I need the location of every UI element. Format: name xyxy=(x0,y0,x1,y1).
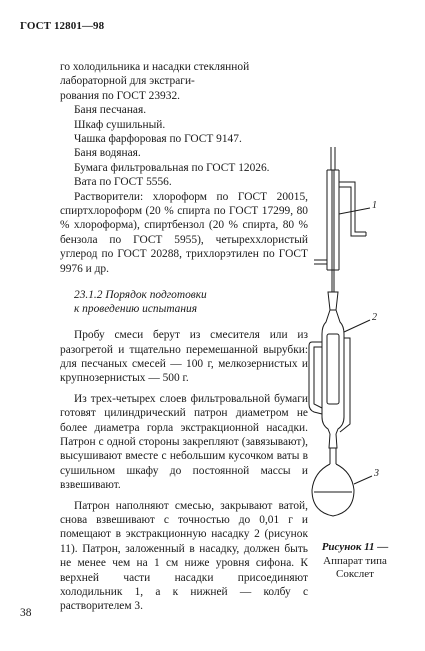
equipment-item: Баня песчаная. xyxy=(74,104,147,117)
section-heading xyxy=(74,288,308,316)
callout-label: 3 xyxy=(374,468,379,479)
callout-label: 1 xyxy=(372,200,377,211)
solvents-paragraph: Растворители: хлороформ по ГОСТ 20015, спиртхлороформ (20 % спирта по ГОСТ 17299, 80 % хлороформа), спиртбензол (20 % спирта, 80 % бензола по ГОСТ 5955), четыреххлористый углерод по ГОСТ 20288, трихлорэтилен по ГОСТ 9976 и др. xyxy=(60,190,308,275)
equipment-item: Вата по ГОСТ 5556. xyxy=(74,176,172,189)
callout-label: 2 xyxy=(372,312,377,323)
equipment-item: Баня водяная. xyxy=(74,147,141,160)
figure-caption-line: Аппарат типа xyxy=(323,554,387,567)
text-line: го холодильника и насадки стеклянной лабораторной для экстраги- xyxy=(60,61,250,88)
figure-caption-line: Сокслет xyxy=(336,568,374,580)
paragraph: Из трех-четырех слоев фильтровальной бумаги готовят цилиндрический патрон диаметром не более диаметра горла экстракционной насадки. Патрон с одной стороны закрепляют (завязывают), высушивают вместе с небольшим кусочком ваты в сушильном шкафу до постоянной массы и взвешивают. xyxy=(60,392,308,492)
text-column xyxy=(60,60,308,614)
paragraph: Патрон наполняют смесью, закрывают ватой, снова взвешивают с точностью до 0,01 г и помещают в экстракционную насадку 2 (рисунок 11). Патрон, заложенный в насадку, должен быть не менее чем на 1 см ниже уровня сифона. К верхней части насадки присоединяют холодильник 1, а к нижней — колбу с растворителем 3. xyxy=(60,499,308,613)
equipment-item: Шкаф сушильный. xyxy=(74,118,166,131)
figure-caption xyxy=(300,541,410,582)
figure-label: Рисунок 11 — xyxy=(321,541,389,553)
section-heading-line: 23.1.2 Порядок подготовки xyxy=(74,289,207,302)
equipment-item: Чашка фарфоровая по ГОСТ 9147. xyxy=(74,133,242,146)
section-heading-line: к проведению испытания xyxy=(74,303,198,316)
standard-header: ГОСТ 12801—98 xyxy=(20,20,105,32)
page-number: 38 xyxy=(20,607,32,619)
soxhlet-apparatus-figure xyxy=(300,142,410,542)
equipment-item: Бумага фильтровальная по ГОСТ 12026. xyxy=(74,161,270,174)
paragraph: Пробу смеси берут из смесителя или из разогретой и тщательно перемешанной вырубки: для песчаных смесей — 100 г, мелкозернистых и крупнозернистых — 500 г. xyxy=(60,329,308,385)
text-line: рования по ГОСТ 23932. xyxy=(60,89,180,102)
